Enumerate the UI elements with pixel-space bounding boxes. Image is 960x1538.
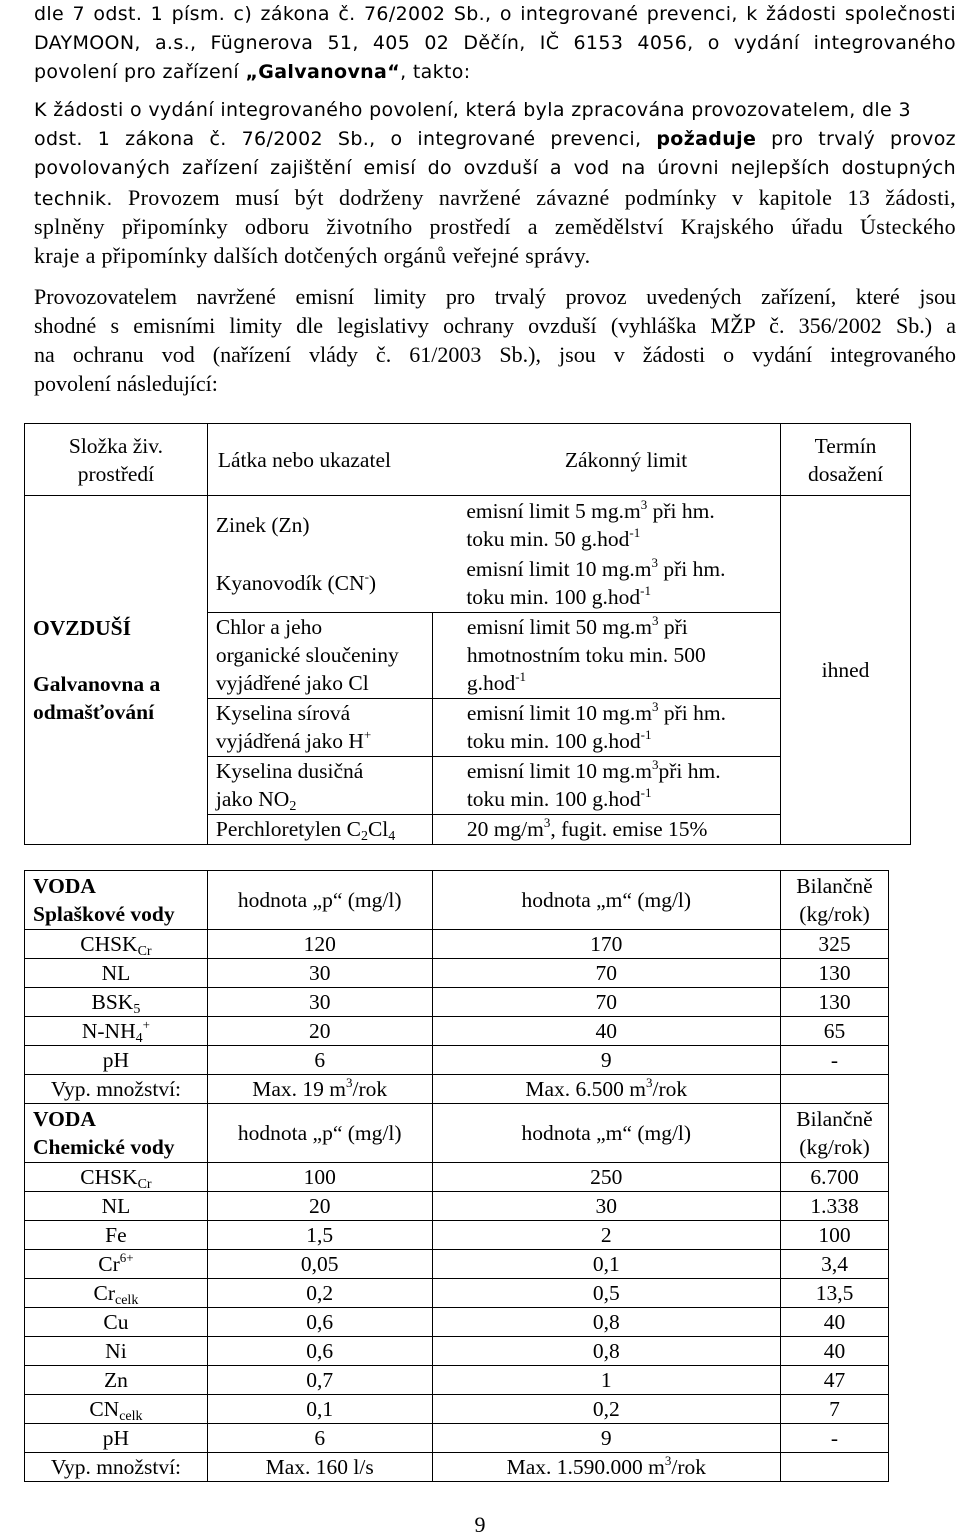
substance-row: Zinek (Zn) emisní limit 5 $mg.m^3$ při hm. toku min. 50 g.hod$^{-1}$	[215, 497, 715, 551]
table-row	[25, 1221, 889, 1250]
balance-cell: 13,5	[781, 1279, 889, 1308]
p-value-cell: 20	[207, 1017, 432, 1046]
p-value-cell: 30	[207, 988, 432, 1017]
para2-line-3: na ochranu vod (nařízení vlády č. 61/2003 Sb.), jsou v žádosti o vydání integrovaného	[34, 342, 956, 367]
substance-rows	[208, 496, 780, 844]
p-value-cell: 0,05	[207, 1250, 432, 1279]
table-row	[25, 1395, 889, 1424]
m-value-cell: 40	[432, 1017, 780, 1046]
balance-cell: 7	[781, 1395, 889, 1424]
para1-line-2: odst. 1 zákona č. 76/2002 Sb., o integrované prevenci, požaduje pro trvalý provoz	[34, 128, 957, 150]
table-row	[25, 1250, 889, 1279]
header-substance: Látka nebo ukazatel	[207, 424, 432, 496]
parameter-cell: Cu	[25, 1308, 208, 1337]
m-value-cell: 9	[432, 1046, 780, 1075]
m-value-cell: 9	[432, 1424, 780, 1453]
m-value-cell: 0,2	[432, 1395, 780, 1424]
air-table-header	[25, 424, 911, 496]
substances-cell	[207, 496, 780, 845]
intro-line-2: DAYMOON, a.s., Fügnerova 51, 405 02 Děčín, IČ 6153 4056, o vydání integrovaného	[34, 32, 956, 54]
m-value-cell: 30	[432, 1192, 780, 1221]
p-value-cell: 0,1	[207, 1395, 432, 1424]
header-limit: Zákonný limit	[432, 424, 781, 496]
para2-line-1: Provozovatelem navržené emisní limity pro trvalý provoz uvedených zařízení, které jsou	[34, 284, 956, 309]
table-row	[25, 1279, 889, 1308]
table-row	[25, 1046, 889, 1075]
balance-cell: 100	[781, 1221, 889, 1250]
balance-cell: 3,4	[781, 1250, 889, 1279]
m-value-cell: 170	[432, 930, 780, 959]
m-value-cell: 0,8	[432, 1337, 780, 1366]
parameter-cell: $CN_{celk}$	[25, 1395, 208, 1424]
water-emission-table	[24, 870, 889, 1482]
parameter-cell: pH	[25, 1424, 208, 1453]
balance-cell: 65	[781, 1017, 889, 1046]
page-number: 9	[474, 1512, 486, 1537]
substance-row: Kyanovodík (CN-) emisní limit 10 $mg.m^3$ při hm. toku min. 100 g.hod$^{-1}$	[215, 554, 726, 609]
parameter-cell: $BSK_5$	[25, 988, 208, 1017]
balance-cell: 47	[781, 1366, 889, 1395]
para2-line-4: povolení následující:	[34, 371, 218, 396]
water-section-1-header: VODA Splaškové vody hodnota „p“ (mg/l) hodnota „m“ (mg/l) Bilančně (kg/rok)	[25, 871, 889, 930]
para2-line-2: shodné s emisními limity dle legislativy ochrany ovzduší (vyhláška MŽP č. 356/2002 Sb.) a	[34, 313, 956, 338]
air-table-body	[25, 496, 911, 845]
term-cell: ihned	[781, 496, 911, 845]
intro-line-1: dle 7 odst. 1 písm. c) zákona č. 76/2002 Sb., o integrované prevenci, k žádosti společnosti	[34, 3, 956, 25]
balance-cell: -	[781, 1424, 889, 1453]
parameter-cell: $Cr^{6+}$	[25, 1250, 208, 1279]
sewage-amount-row: Vyp. množství: Max. 19 $m^3$/rok Max. 6.500 $m^3$/rok	[25, 1075, 889, 1104]
m-value-cell: 250	[432, 1163, 780, 1192]
chemical-rows	[25, 1163, 889, 1453]
header-term: Termín dosažení	[781, 424, 911, 496]
header-component: Složka živ. prostředí	[25, 424, 208, 496]
table-row	[25, 1308, 889, 1337]
water-section-2-header: VODA Chemické vody hodnota „p“ (mg/l) hodnota „m“ (mg/l) Bilančně (kg/rok)	[25, 1104, 889, 1163]
balance-cell: 6.700	[781, 1163, 889, 1192]
p-value-cell: 6	[207, 1424, 432, 1453]
balance-cell: 130	[781, 988, 889, 1017]
limits-paragraph	[34, 282, 956, 398]
m-value-cell: 0,5	[432, 1279, 780, 1308]
parameter-cell: Fe	[25, 1221, 208, 1250]
requirements-paragraph	[34, 96, 956, 270]
p-value-cell: 0,2	[207, 1279, 432, 1308]
facility-name: „Galvanovna“	[245, 61, 401, 83]
balance-cell: 40	[781, 1308, 889, 1337]
balance-cell: 130	[781, 959, 889, 988]
parameter-cell: NL	[25, 1192, 208, 1221]
m-value-cell: 70	[432, 988, 780, 1017]
p-value-cell: 100	[207, 1163, 432, 1192]
parameter-cell: $Cr_{celk}$	[25, 1279, 208, 1308]
parameter-cell: Zn	[25, 1366, 208, 1395]
table-row	[25, 1366, 889, 1395]
table-row	[25, 1163, 889, 1192]
intro-paragraph	[34, 0, 956, 87]
table-row	[25, 959, 889, 988]
m-value-cell: 1	[432, 1366, 780, 1395]
p-value-cell: 0,6	[207, 1308, 432, 1337]
table-row	[25, 988, 889, 1017]
balance-cell: 325	[781, 930, 889, 959]
para1-line-3: povolovaných zařízení zajištění emisí do ovzduší a vod na úrovni nejlepších dostupných	[34, 157, 956, 179]
sewage-rows	[25, 930, 889, 1075]
p-value-cell: 20	[207, 1192, 432, 1221]
substance-row: Kyselina dusičná jako $NO_2$ emisní limit 10 $mg.m^3při$ hm. toku min. 100 g.hod$^{-1}$	[208, 756, 780, 814]
substance-row: Perchloretylen $C_2Cl_4$ 20 $mg/m^3$, fugit. emise 15%	[208, 814, 780, 844]
p-value-cell: 6	[207, 1046, 432, 1075]
table-row	[25, 1192, 889, 1221]
substance-row: Kyselina sírová vyjádřená jako H+ emisní limit 10 $mg.m^3$ při hm. toku min. 100 g.hod$^{-1}$	[208, 698, 780, 756]
balance-cell: 1.338	[781, 1192, 889, 1221]
parameter-cell: $CHSK_{Cr}$	[25, 1163, 208, 1192]
para1-line-6: kraje a připomínky dalších dotčených orgánů veřejné správy.	[34, 243, 591, 268]
air-emission-table	[24, 423, 911, 845]
m-value-cell: 0,8	[432, 1308, 780, 1337]
table-row	[25, 1337, 889, 1366]
component-cell: OVZDUŠÍ Galvanovna a odmašťování	[25, 496, 208, 845]
parameter-cell: NL	[25, 959, 208, 988]
m-value-cell: 2	[432, 1221, 780, 1250]
table-row	[25, 1424, 889, 1453]
para1-line-5: splněny připomínky odboru životního prostředí a zemědělství Krajského úřadu Ústeckého	[34, 214, 956, 239]
para1-line-1: K žádosti o vydání integrovaného povolení, která byla zpracována provozovatelem, dle 3	[34, 99, 911, 121]
p-value-cell: 120	[207, 930, 432, 959]
m-value-cell: 70	[432, 959, 780, 988]
p-value-cell: 30	[207, 959, 432, 988]
m-value-cell: 0,1	[432, 1250, 780, 1279]
para1-line-4: technik. Provozem musí být dodrženy navržené závazné podmínky v kapitole 13 žádosti,	[34, 185, 956, 210]
balance-cell: -	[781, 1046, 889, 1075]
requires-keyword: požaduje	[656, 128, 757, 150]
parameter-cell: pH	[25, 1046, 208, 1075]
balance-cell: 40	[781, 1337, 889, 1366]
parameter-cell: $N-NH_4^+$	[25, 1017, 208, 1046]
parameter-cell: $CHSK_{Cr}$	[25, 930, 208, 959]
intro-line-3: povolení pro zařízení „Galvanovna“, takto:	[34, 61, 471, 83]
table-row	[25, 1017, 889, 1046]
parameter-cell: Ni	[25, 1337, 208, 1366]
chemical-amount-row: Vyp. množství: Max. 160 l/s Max. 1.590.000 $m^3$/rok	[25, 1453, 889, 1482]
substance-row: Chlor a jeho organické sloučeniny vyjádřené jako Cl emisní limit 50 $mg.m^3$ při hmotnostním toku min. 500 g.hod$^{-1}$	[208, 612, 780, 698]
p-value-cell: 1,5	[207, 1221, 432, 1250]
table-row	[25, 930, 889, 959]
p-value-cell: 0,6	[207, 1337, 432, 1366]
p-value-cell: 0,7	[207, 1366, 432, 1395]
